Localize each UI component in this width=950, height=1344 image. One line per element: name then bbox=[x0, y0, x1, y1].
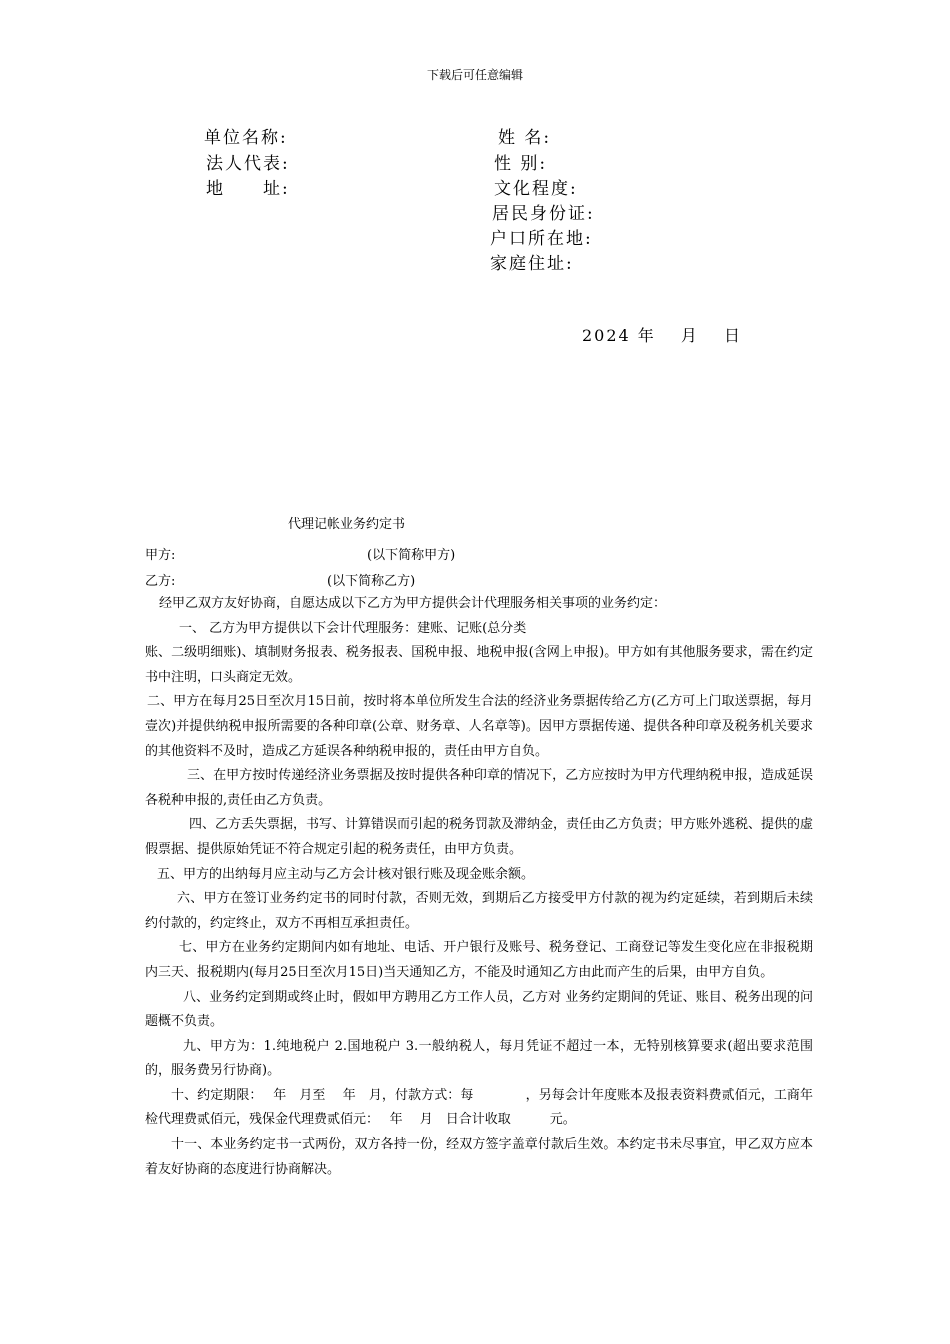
paragraph-7: 七、甲方在业务约定期间内如有地址、电话、开户银行及账号、税务登记、工商登记等发生变化应在非报税期内三天、报税期内(每月25日至次月15日)当天通知乙方，不能及时通知乙方由此而产生的后果，由甲方自负。 bbox=[145, 940, 813, 980]
paragraph-4: 四、乙方丢失票据，书写、计算错误而引起的税务罚款及滞纳金，责任由乙方负责；甲方账外逃税、提供的虚假票据、提供原始凭证不符合规定引起的税务责任，由甲方负责。 bbox=[145, 817, 814, 857]
party-b-label: 乙方: bbox=[145, 574, 176, 589]
unit-name-label: 单位名称: bbox=[204, 128, 288, 148]
date-line: 2024 年 月 日 bbox=[582, 326, 742, 345]
home-address-label: 家庭住址: bbox=[490, 254, 574, 274]
paragraph-10: 十、约定期限： 年 月至 年 月，付款方式：每 ，另每会计年度账本及报表资料费贰佰元，工商年检代理费贰佰元，残保金代理费贰佰元： 年 月 日合计收取 元。 bbox=[145, 1087, 813, 1128]
paragraph-1: 一、 乙方为甲方提供以下会计代理服务：建账、记账(总分类 bbox=[179, 620, 527, 636]
paragraph-6: 六、甲方在签订业务约定书的同时付款，否则无效，到期后乙方接受甲方付款的视为约定延续，若到期后未续约付款的，约定终止，双方不再相互承担责任。 bbox=[145, 891, 813, 931]
paragraph-9: 九、甲方为：1.纯地税户 2.国地税户 3.一般纳税人，每月凭证不超过一本，无特别核算要求(超出要求范围的，服务费另行协商)。 bbox=[145, 1038, 813, 1079]
id-card-label: 居民身份证: bbox=[492, 204, 595, 224]
paragraph-8: 八、业务约定到期或终止时，假如甲方聘用乙方工作人员，乙方对 业务约定期间的凭证、账目、税务出现的问题概不负责。 bbox=[145, 989, 813, 1030]
document-title: 代理记帐业务约定书 bbox=[288, 517, 406, 532]
paragraph-1-continued: 账、二级明细账)、填制财务报表、税务报表、国税申报、地税申报(含网上申报)。甲方如有其他服务要求，需在约定书中注明，口头商定无效。 bbox=[145, 645, 813, 685]
address-label: 地 址: bbox=[206, 179, 290, 199]
paragraph-3: 三、在甲方按时传递经济业务票据及按时提供各种印章的情况下，乙方应按时为甲方代理纳税申报，造成延误各税种申报的,责任由乙方负责。 bbox=[145, 768, 813, 808]
paragraph-2: 二、甲方在每月25日至次月15日前，按时将本单位所发生合法的经济业务票据传给乙方(乙方可上门取送票据，每月壹次)并提供纳税申报所需要的各种印章(公章、财务章、人名章等)。因甲方票据传递、提供各种印章及税务机关要求的其他资料不及时，造成乙方延误各种纳税申报的，责任由甲方自负。 bbox=[145, 694, 813, 759]
gender-label: 性 别: bbox=[494, 154, 548, 174]
name-label: 姓 名: bbox=[498, 128, 552, 148]
education-label: 文化程度: bbox=[494, 179, 578, 199]
paragraph-11: 十一、本业务约定书一式两份，双方各持一份，经双方签字盖章付款后生效。本约定书未尽事宜，甲乙双方应本着友好协商的态度进行协商解决。 bbox=[145, 1137, 813, 1177]
party-b-note: (以下简称乙方) bbox=[327, 574, 416, 589]
legal-rep-label: 法人代表: bbox=[206, 154, 290, 174]
household-label: 户口所在地: bbox=[490, 229, 593, 249]
paragraph-5: 五、甲方的出纳每月应主动与乙方会计核对银行账及现金账余额。 bbox=[157, 866, 535, 882]
party-a-label: 甲方: bbox=[145, 548, 176, 563]
paragraph-intro: 经甲乙双方友好协商，自愿达成以下乙方为甲方提供会计代理服务相关事项的业务约定： bbox=[159, 596, 667, 611]
party-a-note: (以下简称甲方) bbox=[367, 548, 456, 563]
agreement-body bbox=[145, 592, 813, 1182]
header-note: 下载后可任意编辑 bbox=[426, 68, 523, 82]
